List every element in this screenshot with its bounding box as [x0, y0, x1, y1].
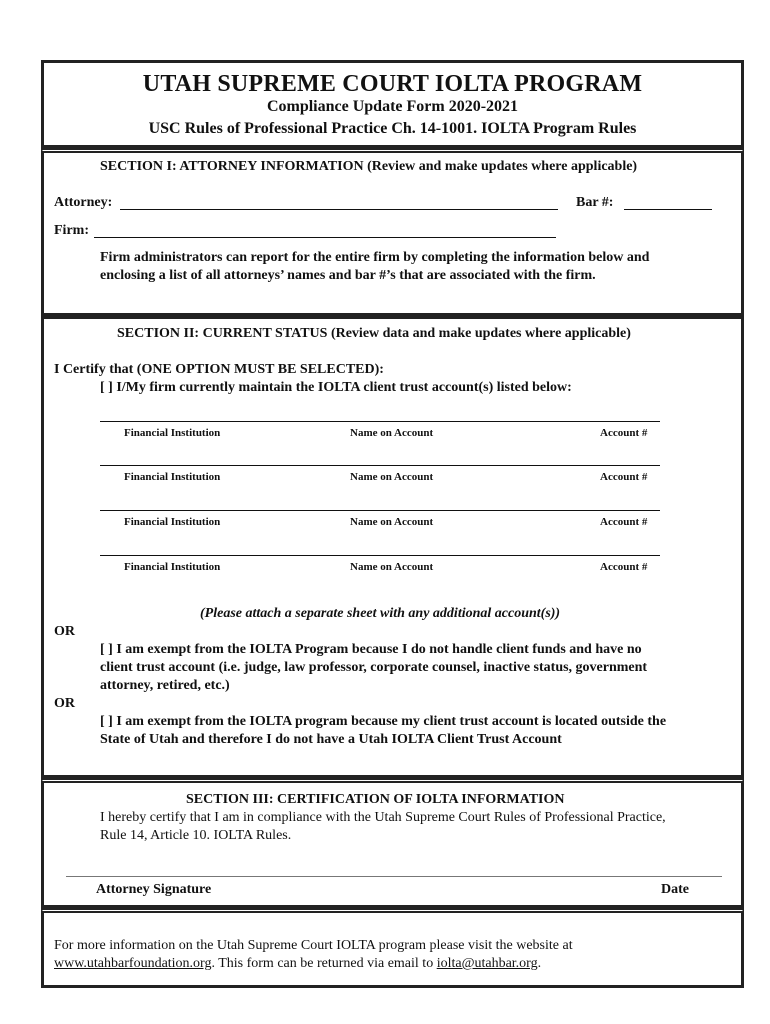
- certify-statement: I Certify that (ONE OPTION MUST BE SELECTED):: [54, 362, 384, 377]
- website-link[interactable]: www.utahbarfoundation.org: [54, 956, 212, 971]
- form-subtitle: Compliance Update Form 2020-2021: [266, 98, 519, 115]
- attorney-label: Attorney:: [54, 195, 113, 210]
- account-line-3[interactable]: [100, 510, 660, 511]
- account-4-name-label: Name on Account: [350, 561, 434, 573]
- certification-text-line-2: Rule 14, Article 10. IOLTA Rules.: [100, 828, 292, 843]
- section-1-title: SECTION I: ATTORNEY INFORMATION (Review and make updates where applicable): [100, 159, 638, 174]
- section-2-title: SECTION II: CURRENT STATUS (Review data and make updates where applicable): [117, 326, 631, 341]
- or-separator-2: OR: [54, 696, 75, 711]
- signature-line[interactable]: [66, 876, 722, 877]
- account-line-4[interactable]: [100, 555, 660, 556]
- firm-admin-note-line-2: enclosing a list of all attorneys’ names and bar #’s that are associated with the firm.: [100, 268, 596, 283]
- option-maintain-accounts[interactable]: [ ] I/My firm currently maintain the IOLTA client trust account(s) listed below:: [100, 380, 572, 395]
- account-1-number-label: Account #: [600, 427, 648, 439]
- option-exempt-no-funds-line-3: attorney, retired, etc.): [100, 678, 230, 693]
- section-certification: [41, 778, 744, 908]
- account-3-name-label: Name on Account: [350, 516, 434, 528]
- date-label: Date: [661, 882, 689, 897]
- account-2-number-label: Account #: [600, 471, 648, 483]
- section-attorney-information: [41, 148, 744, 316]
- footer-info: [41, 908, 744, 988]
- account-2-institution-label: Financial Institution: [124, 471, 221, 483]
- footer-end-text: .: [537, 956, 542, 971]
- section-3-title: SECTION III: CERTIFICATION OF IOLTA INFORMATION: [186, 792, 565, 807]
- bar-number-field[interactable]: [624, 209, 712, 210]
- account-2-name-label: Name on Account: [350, 471, 434, 483]
- footer-mid-text: . This form can be returned via email to: [211, 956, 437, 971]
- account-4-number-label: Account #: [600, 561, 648, 573]
- account-line-2[interactable]: [100, 465, 660, 466]
- footer-text-line-2: [54, 956, 541, 972]
- firm-label: Firm:: [54, 223, 89, 238]
- form-rules-reference: USC Rules of Professional Practice Ch. 14-1001. IOLTA Program Rules: [148, 120, 637, 137]
- attorney-signature-label: Attorney Signature: [96, 882, 212, 897]
- option-exempt-no-funds-line-1[interactable]: [ ] I am exempt from the IOLTA Program because I do not handle client funds and have no: [100, 642, 642, 657]
- option-exempt-no-funds-line-2: client trust account (i.e. judge, law professor, corporate counsel, inactive status, government: [100, 660, 648, 675]
- form-header: [41, 60, 744, 148]
- attach-sheet-note: (Please attach a separate sheet with any additional account(s)): [200, 606, 561, 621]
- account-3-institution-label: Financial Institution: [124, 516, 221, 528]
- account-line-1[interactable]: [100, 421, 660, 422]
- bar-number-label: Bar #:: [576, 195, 614, 210]
- email-link[interactable]: iolta@utahbar.org: [436, 956, 538, 971]
- certification-text-line-1: I hereby certify that I am in compliance with the Utah Supreme Court Rules of Professional Practice,: [100, 810, 666, 825]
- firm-admin-note-line-1: Firm administrators can report for the entire firm by completing the information below and: [100, 250, 650, 265]
- or-separator-1: OR: [54, 624, 75, 639]
- firm-field[interactable]: [94, 237, 556, 238]
- account-4-institution-label: Financial Institution: [124, 561, 221, 573]
- account-3-number-label: Account #: [600, 516, 648, 528]
- section-current-status: [41, 316, 744, 778]
- account-1-name-label: Name on Account: [350, 427, 434, 439]
- attorney-field[interactable]: [120, 209, 558, 210]
- option-exempt-outside-utah-line-1[interactable]: [ ] I am exempt from the IOLTA program because my client trust account is located outside the: [100, 714, 667, 729]
- account-1-institution-label: Financial Institution: [124, 427, 221, 439]
- option-exempt-outside-utah-line-2: State of Utah and therefore I do not have a Utah IOLTA Client Trust Account: [100, 732, 562, 747]
- footer-text-line-1: For more information on the Utah Supreme Court IOLTA program please visit the website at: [54, 938, 573, 953]
- form-title: UTAH SUPREME COURT IOLTA PROGRAM: [142, 71, 643, 97]
